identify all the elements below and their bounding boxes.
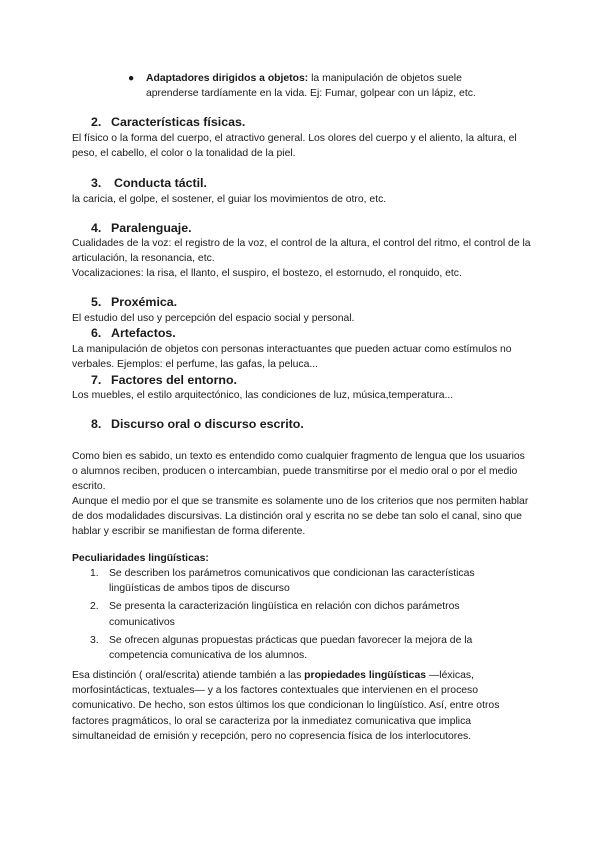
heading-number: 8. [91,417,102,431]
body-proxemica: El estudio del uso y percepción del espacio social y personal. [72,313,355,324]
heading-number: 4. [91,221,102,235]
heading-conducta-tactil [91,175,207,191]
list-item-number: 2. [90,601,99,613]
list-item-text: Se presenta la caracterización lingüística en relación con dichos parámetros comunicativos [109,601,460,628]
list-item [90,599,520,629]
body-conducta-tactil: la caricia, el golpe, el sostener, el guiar los movimientos de otro, etc. [72,194,387,205]
list-item-number: 3. [90,634,99,646]
body-factores-entorno: Los muebles, el estilo arquitectónico, las condiciones de luz, música,temperatura... [72,390,454,401]
heading-caracteristicas-fisicas [91,114,245,130]
heading-factores-entorno [91,372,237,388]
list-item-text: Se describen los parámetros comunicativos que condicionan las características lingüísticas de ambos tipos de discurso [109,568,475,595]
bullet-dot-icon: ● [128,73,135,84]
bullet-term: Adaptadores dirigidos a objetos: [146,73,309,84]
intro-paragraph-1: Como bien es sabido, un texto es entendido como cualquier fragmento de lengua que los usuarios o alumnos reciben, producen o intercambian, puede transmitirse por el medio oral o por el medio escrito. [72,451,525,493]
body-paralenguaje-vocalizaciones: Vocalizaciones: la risa, el llanto, el suspiro, el bostezo, el estornudo, el ronquido, etc. [72,268,462,279]
heading-number: 3. [91,176,102,190]
closing-text-end: —léxicas, morfosintácticas, textuales— y a los factores contextuales que intervienen en el proceso comunicativo. De hecho, son estos últimos los que condicionan lo lingüístico. Así, entre otros factores pragmáticos, lo oral se caracteriza por la inmediatez comunicativa que implica simultaneidad de emisión y recepción, pero no copresencia física de los interlocutores. [72,670,500,742]
heading-number: 5. [91,295,102,309]
closing-text-start: Esa distinción ( oral/escrita) atiende también a las [72,670,305,681]
bullet-description: la manipulación de objetos suele aprenderse tardíamente en la vida. Ej: Fumar, golpear con un lápiz, etc. [146,73,476,100]
heading-number: 6. [91,326,102,340]
heading-title: Características físicas. [111,115,246,129]
closing-paragraph [72,668,532,744]
heading-paralenguaje [91,220,192,236]
heading-title: Proxémica. [111,295,178,309]
heading-title: Discurso oral o discurso escrito. [111,417,304,431]
body-paralenguaje-voz: Cualidades de la voz: el registro de la voz, el control de la altura, el control del ritmo, el control de la articulación, la resonancia, etc. [72,238,531,265]
bullet-item-adaptadores [128,71,508,101]
list-item-text: Se ofrecen algunas propuestas prácticas que puedan favorecer la mejora de la competencia comunicativa de los alumnos. [109,634,473,662]
heading-title: Conducta táctil. [114,176,207,190]
list-item [90,633,520,663]
heading-artefactos [91,325,176,341]
peculiaridades-heading: Peculiaridades lingüísticas: [72,553,209,564]
heading-number: 2. [91,115,102,129]
peculiaridades-list [90,566,520,666]
heading-discurso [91,416,304,432]
heading-proxemica [91,294,177,310]
heading-number: 7. [91,373,102,387]
intro-paragraph-2: Aunque el medio por el que se transmite es solamente uno de los criterios que nos permiten hablar de dos modalidades discursivas. La distinción oral y escrita no se debe tan solo el canal, sino que hablar y escribir se manifiestan de forma diferente. [72,496,529,538]
body-artefactos: La manipulación de objetos con personas interactuantes que pueden actuar como estímulos no verbales. Ejemplos: el perfume, las gafas, la peluca... [72,344,512,371]
closing-bold-term: propiedades lingüísticas [304,670,427,681]
heading-title: Artefactos. [111,326,176,340]
bullet-text [146,71,508,101]
body-caracteristicas-fisicas: El físico o la forma del cuerpo, el atractivo general. Los olores del cuerpo y el aliento, la altura, el peso, el cabello, el color o la tonalidad de la piel. [72,133,517,160]
heading-title: Factores del entorno. [111,373,237,387]
heading-title: Paralenguaje. [111,221,192,235]
list-item-number: 1. [90,568,99,579]
list-item [90,566,520,596]
